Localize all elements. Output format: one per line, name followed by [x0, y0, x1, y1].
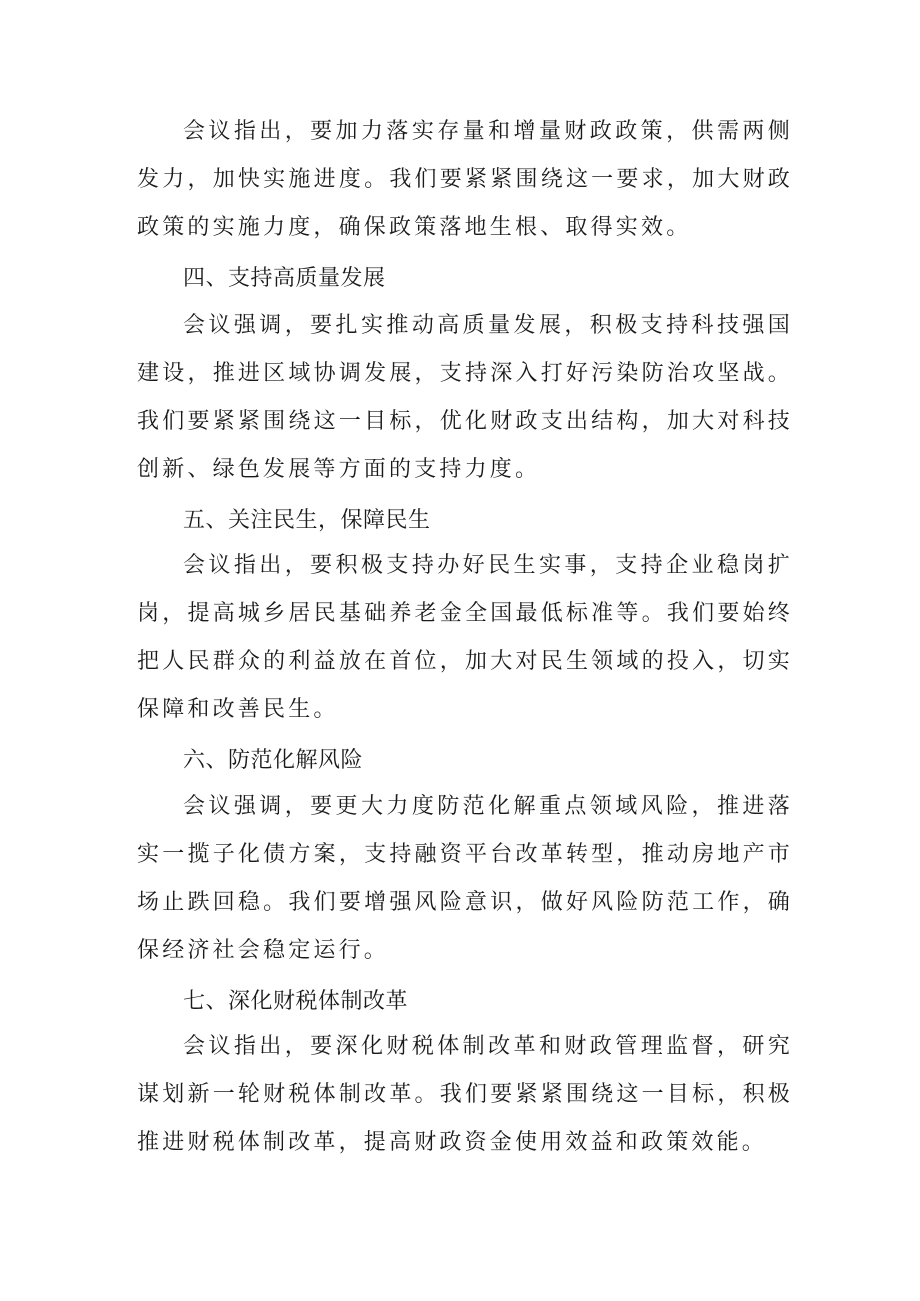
paragraph-high-quality-development: 会议强调，要扎实推动高质量发展，积极支持科技强国建设，推进区域协调发展，支持深入打好污染防治攻坚战。我们要紧紧围绕这一目标，优化财政支出结构，加大对科技创新、绿色发展等方面的支持力度。	[137, 313, 793, 482]
heading-livelihood: 五、关注民生，保障民生	[183, 508, 431, 533]
heading-fiscal-reform: 七、深化财税体制改革	[183, 989, 409, 1014]
heading-risk-prevention: 六、防范化解风险	[183, 748, 364, 773]
paragraph-fiscal-policy: 会议指出，要加力落实存量和增量财政政策，供需两侧发力，加快实施进度。我们要紧紧围绕这一要求，加大财政政策的实施力度，确保政策落地生根、取得实效。	[137, 119, 793, 240]
paragraph-risk-prevention: 会议强调，要更大力度防范化解重点领域风险，推进落实一揽子化债方案，支持融资平台改革转型，推动房地产市场止跌回稳。我们要增强风险意识，做好风险防范工作，确保经济社会稳定运行。	[137, 794, 793, 963]
paragraph-livelihood: 会议指出，要积极支持办好民生实事，支持企业稳岗扩岗，提高城乡居民基础养老金全国最低标准等。我们要始终把人民群众的利益放在首位，加大对民生领域的投入，切实保障和改善民生。	[137, 553, 793, 722]
paragraph-fiscal-reform: 会议指出，要深化财税体制改革和财政管理监督，研究谋划新一轮财税体制改革。我们要紧紧围绕这一目标，积极推进财税体制改革，提高财政资金使用效益和政策效能。	[137, 1034, 793, 1155]
heading-high-quality-development: 四、支持高质量发展	[183, 266, 386, 291]
